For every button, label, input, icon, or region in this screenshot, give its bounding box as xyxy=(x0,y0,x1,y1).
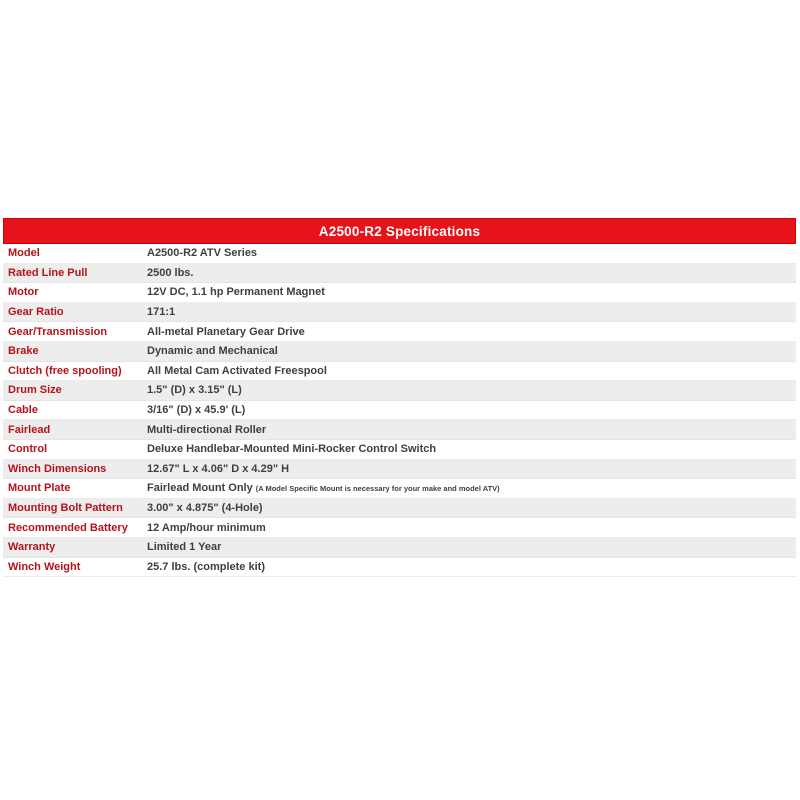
table-row xyxy=(3,362,796,382)
spec-label: Gear/Transmission xyxy=(8,325,108,338)
spec-label: Clutch (free spooling) xyxy=(8,364,122,377)
spec-label: Warranty xyxy=(8,541,56,554)
table-row xyxy=(3,401,796,421)
table-row xyxy=(3,499,796,519)
table-row xyxy=(3,479,796,499)
table-row xyxy=(3,322,796,342)
table-row xyxy=(3,342,796,362)
spec-label: Winch Weight xyxy=(8,560,81,573)
spec-label: Mounting Bolt Pattern xyxy=(8,502,123,515)
spec-value: 12V DC, 1.1 hp Permanent Magnet xyxy=(147,286,325,299)
spec-label: Drum Size xyxy=(8,384,62,397)
specifications-table-title: A2500-R2 Specifications xyxy=(318,223,481,239)
table-row xyxy=(3,460,796,480)
spec-value: 12.67" L x 4.06" D x 4.29" H xyxy=(147,462,290,475)
spec-value: 3/16" (D) x 45.9' (L) xyxy=(147,404,246,417)
spec-label: Rated Line Pull xyxy=(8,266,88,279)
spec-value: 12 Amp/hour minimum xyxy=(147,521,266,534)
spec-value: 1.5" (D) x 3.15" (L) xyxy=(147,384,242,397)
spec-value: A2500-R2 ATV Series xyxy=(147,247,258,260)
specifications-table xyxy=(3,218,796,577)
table-row xyxy=(3,244,796,264)
spec-label: Recommended Battery xyxy=(8,521,128,534)
table-row xyxy=(3,538,796,558)
table-row xyxy=(3,440,796,460)
spec-value: Limited 1 Year xyxy=(147,541,222,554)
spec-value: 3.00" x 4.875" (4-Hole) xyxy=(147,502,263,515)
spec-value: 171:1 xyxy=(147,306,176,319)
spec-label: Mount Plate xyxy=(8,482,71,495)
spec-value: 2500 lbs. xyxy=(147,266,194,279)
table-row xyxy=(3,264,796,284)
spec-value: Multi-directional Roller xyxy=(147,423,267,436)
spec-label: Gear Ratio xyxy=(8,306,64,319)
spec-label: Cable xyxy=(8,404,38,417)
spec-value: All-metal Planetary Gear Drive xyxy=(147,325,305,338)
spec-label: Brake xyxy=(8,345,39,358)
spec-label: Motor xyxy=(8,286,39,299)
table-row xyxy=(3,558,796,578)
spec-label: Winch Dimensions xyxy=(8,462,107,475)
spec-label: Model xyxy=(8,247,40,260)
spec-value: Fairlead Mount Only (A Model Specific Mount is necessary for your make and model ATV) xyxy=(147,482,500,495)
specifications-table-header xyxy=(3,218,796,244)
table-row xyxy=(3,420,796,440)
spec-value: 25.7 lbs. (complete kit) xyxy=(147,560,265,573)
spec-value: Deluxe Handlebar-Mounted Mini-Rocker Control Switch xyxy=(147,443,437,456)
spec-value: All Metal Cam Activated Freespool xyxy=(147,364,327,377)
specifications-table-body xyxy=(3,244,796,577)
table-row xyxy=(3,303,796,323)
table-row xyxy=(3,381,796,401)
table-row xyxy=(3,283,796,303)
spec-value: Dynamic and Mechanical xyxy=(147,345,278,358)
spec-note: (A Model Specific Mount is necessary for your make and model ATV) xyxy=(255,484,500,494)
table-row xyxy=(3,518,796,538)
spec-label: Fairlead xyxy=(8,423,51,436)
spec-label: Control xyxy=(8,443,48,456)
